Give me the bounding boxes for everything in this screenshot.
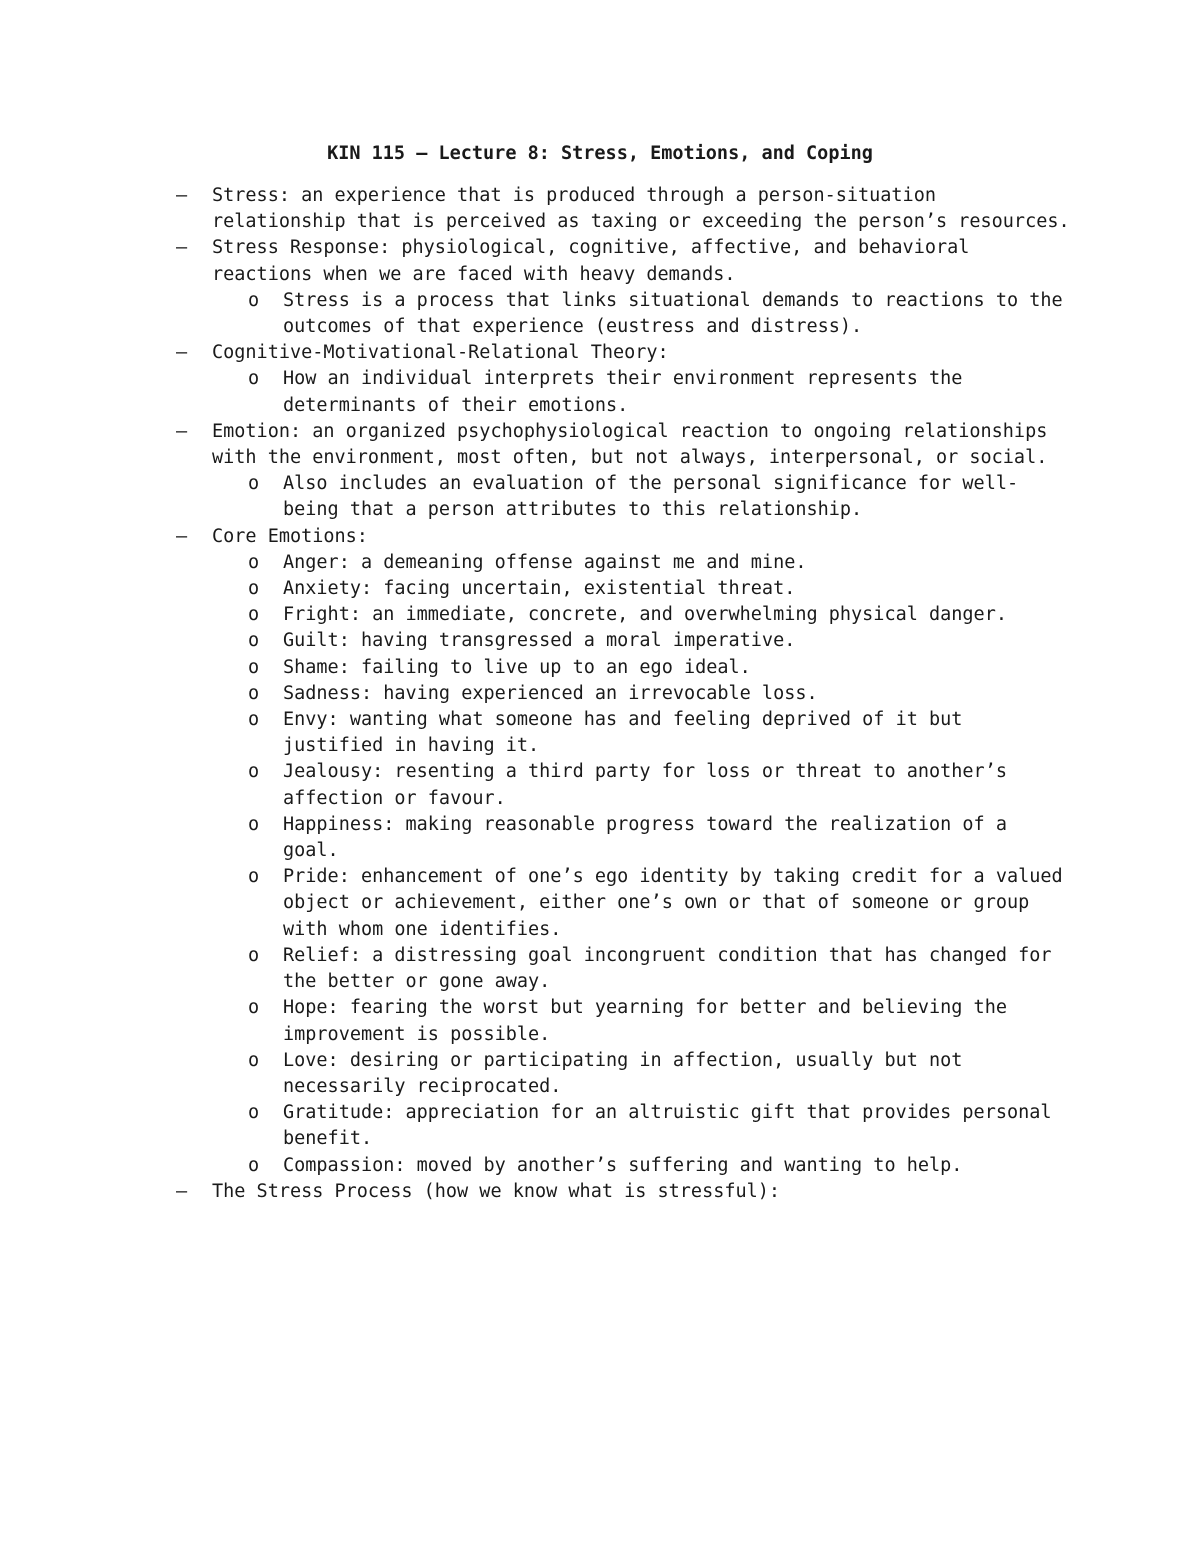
- item-text: Stress Response: physiological, cognitive, affective, and behavioral reactions when we are faced with heavy demands.: [212, 237, 970, 285]
- sub-item-text: Hope: fearing the worst but yearning for better and believing the improvement is possible.: [283, 997, 1007, 1045]
- dash-bullet: –: [176, 185, 188, 206]
- sub-item-text: Sadness: having experienced an irrevocable loss.: [283, 682, 818, 704]
- sub-list-item: [0, 576, 1073, 602]
- sub-item-text: Happiness: making reasonable progress toward the realization of a goal.: [283, 813, 1007, 862]
- sub-item-text: Compassion: moved by another’s suffering and wanting to help.: [283, 1154, 963, 1176]
- circle-bullet: o: [248, 1154, 260, 1176]
- item-text: Emotion: an organized psychophysiological reaction to ongoing relationships with the environment, most often, but not always, interpersonal, or social.: [212, 420, 1048, 469]
- circle-bullet: o: [248, 289, 260, 311]
- circle-bullet: o: [248, 997, 260, 1019]
- sub-list-item: [0, 550, 1073, 576]
- sub-item-text: Gratitude: appreciation for an altruistic gift that provides personal benefit.: [283, 1102, 1052, 1150]
- sub-list-item: [0, 681, 1073, 707]
- list-item: [0, 235, 1072, 287]
- sub-list-item: [0, 655, 1073, 681]
- sub-item-text: Relief: a distressing goal incongruent condition that has changed for the better or gone away.: [283, 944, 1052, 993]
- circle-bullet: o: [248, 604, 260, 626]
- dash-bullet: –: [176, 525, 188, 547]
- item-text: Core Emotions:: [212, 525, 368, 547]
- dash-bullet: –: [176, 237, 188, 259]
- list-item: [0, 340, 1072, 366]
- sub-list-item: [0, 812, 1073, 864]
- notes-list: [0, 183, 1200, 1205]
- sub-list-item: [0, 471, 1073, 523]
- circle-bullet: o: [248, 866, 260, 888]
- item-text: The Stress Process (how we know what is stressful):: [212, 1180, 781, 1202]
- sub-item-text: Shame: failing to live up to an ego ideal.: [283, 656, 751, 678]
- list-item: [0, 1179, 1072, 1205]
- sub-list-item: [0, 759, 1073, 811]
- sub-item-text: Jealousy: resenting a third party for loss or threat to another’s affection or favour.: [283, 761, 1007, 809]
- circle-bullet: o: [248, 551, 260, 573]
- item-text: Stress: an experience that is produced through a person-situation relationship that is perceived as taxing or exceeding the person’s resources.: [212, 185, 1070, 233]
- circle-bullet: o: [248, 656, 260, 678]
- circle-bullet: o: [248, 709, 260, 731]
- dash-bullet: –: [176, 342, 188, 364]
- dash-bullet: –: [176, 420, 188, 442]
- circle-bullet: o: [248, 682, 260, 704]
- sub-list-item: [0, 366, 1073, 418]
- sub-list-item: [0, 288, 1073, 340]
- sub-item-text: Pride: enhancement of one’s ego identity by taking credit for a valued object or achievement, either one’s own or that of someone or group with whom one identifies.: [283, 866, 1063, 940]
- page-title: KIN 115 – Lecture 8: Stress, Emotions, and Coping: [327, 143, 873, 164]
- sub-list-item: [0, 602, 1073, 628]
- circle-bullet: o: [248, 813, 260, 835]
- circle-bullet: o: [248, 630, 260, 652]
- dash-bullet: –: [176, 1180, 188, 1202]
- circle-bullet: o: [248, 1049, 260, 1071]
- list-item: [0, 419, 1072, 471]
- circle-bullet: o: [248, 1102, 260, 1124]
- sub-list-item: [0, 1048, 1073, 1100]
- circle-bullet: o: [248, 944, 260, 966]
- item-text: Cognitive-Motivational-Relational Theory:: [212, 342, 669, 364]
- sub-list-item: [0, 943, 1073, 995]
- sub-item-text: Stress is a process that links situational demands to reactions to the outcomes of that experience (eustress and distress).: [283, 289, 1063, 338]
- sub-list-item: [0, 864, 1073, 943]
- sub-list-item: [0, 1153, 1073, 1179]
- sub-item-text: Fright: an immediate, concrete, and overwhelming physical danger.: [283, 604, 1007, 626]
- circle-bullet: o: [248, 473, 260, 495]
- sub-item-text: How an individual interprets their environment represents the determinants of their emotions.: [283, 368, 963, 416]
- sub-item-text: Also includes an evaluation of the personal significance for well-being that a person attributes to this relationship.: [283, 473, 1019, 521]
- circle-bullet: o: [248, 578, 260, 600]
- sub-item-text: Envy: wanting what someone has and feeling deprived of it but justified in having it.: [283, 709, 963, 757]
- sub-list-item: [0, 1100, 1073, 1152]
- sub-list-item: [0, 995, 1073, 1047]
- sub-list-item: [0, 707, 1073, 759]
- sub-item-text: Anger: a demeaning offense against me and mine.: [283, 551, 807, 573]
- sub-item-text: Anxiety: facing uncertain, existential threat.: [283, 578, 796, 600]
- list-item: [0, 524, 1072, 550]
- sub-list-item: [0, 628, 1073, 654]
- sub-item-text: Love: desiring or participating in affection, usually but not necessarily reciprocated.: [283, 1049, 963, 1097]
- sub-item-text: Guilt: having transgressed a moral imperative.: [283, 630, 796, 652]
- circle-bullet: o: [248, 761, 260, 783]
- circle-bullet: o: [248, 368, 260, 390]
- list-item: [0, 183, 1072, 235]
